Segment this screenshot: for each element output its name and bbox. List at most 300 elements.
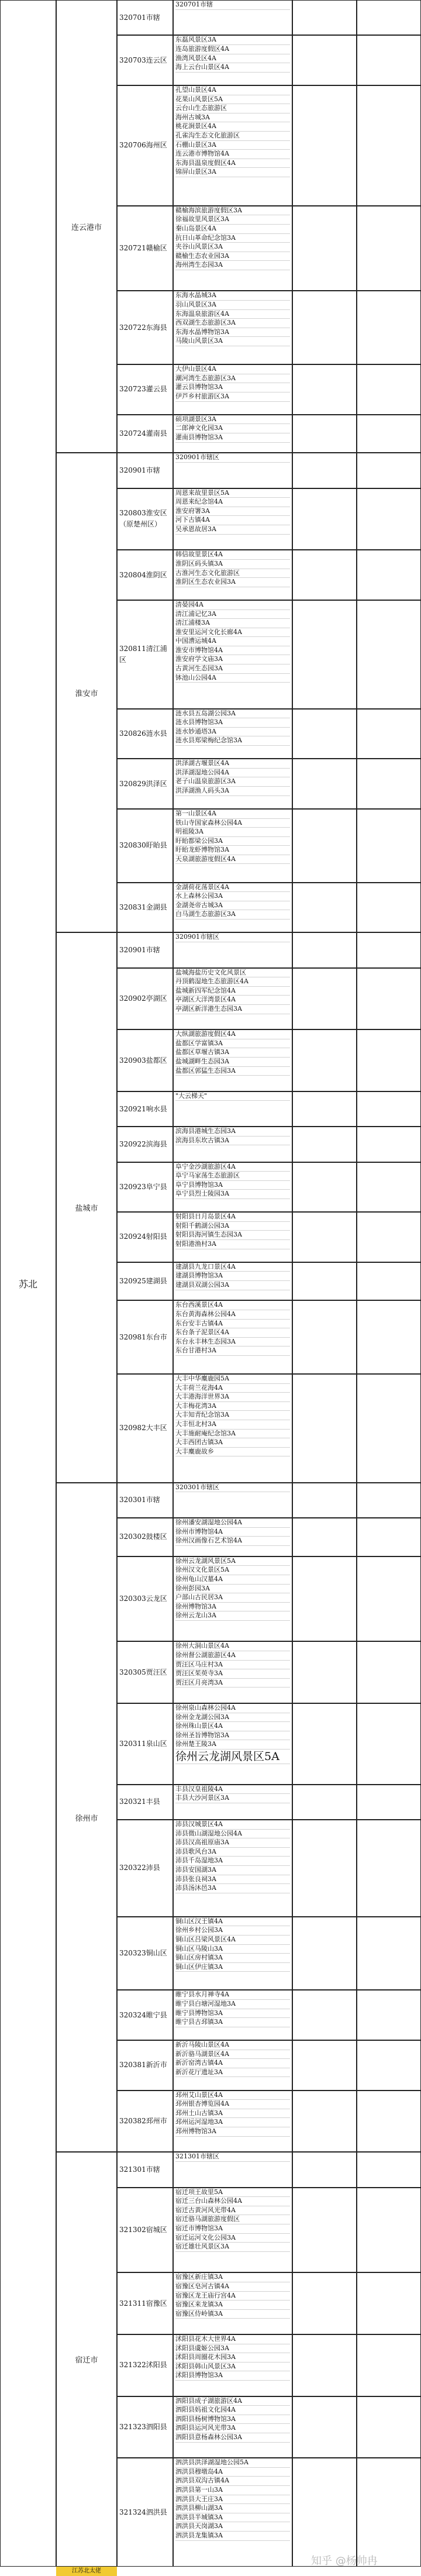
scenic-item: 天泉湖旅游度假区4A bbox=[175, 855, 290, 865]
scenic-list-cell bbox=[173, 1556, 292, 1642]
empty-cell bbox=[357, 1127, 421, 1162]
empty-cell bbox=[292, 968, 357, 1030]
empty-cell bbox=[292, 2396, 357, 2458]
district-name: 320303云龙区 bbox=[119, 1594, 167, 1603]
empty-cell bbox=[292, 2272, 357, 2334]
district-cell bbox=[117, 600, 173, 709]
scenic-list-cell bbox=[173, 600, 292, 709]
scenic-item: 硕项湖景区3A bbox=[175, 415, 290, 425]
scenic-item: 海上云台山景区4A bbox=[175, 63, 290, 73]
district-cell bbox=[117, 1990, 173, 2040]
scenic-item: 灌云县博物馆3A bbox=[175, 383, 290, 392]
empty-cell bbox=[357, 1029, 421, 1091]
scenic-item: 淮安市博物馆4A bbox=[175, 646, 290, 656]
scenic-list-cell bbox=[173, 1127, 292, 1162]
scenic-item: 宿豫区新庄镇3A bbox=[175, 2273, 290, 2282]
scenic-list-cell bbox=[173, 1091, 292, 1127]
district-name: 320706海州区 bbox=[119, 141, 167, 150]
empty-cell bbox=[292, 759, 357, 809]
district-cell bbox=[117, 2188, 173, 2273]
scenic-item: 铜山区伊庄镇3A bbox=[175, 1963, 290, 1972]
scenic-item: 盐城湖畔生态园3A bbox=[175, 1058, 290, 1067]
district-name: 320921响水县 bbox=[119, 1104, 167, 1113]
scenic-item: 夹谷山风景区3A bbox=[175, 243, 290, 252]
district-name: 320901市辖 bbox=[119, 466, 160, 474]
district-name: 320301市辖 bbox=[119, 1496, 160, 1504]
empty-cell bbox=[357, 2334, 421, 2396]
scenic-item: 铁山寺国家森林公园4A bbox=[175, 819, 290, 828]
scenic-item: 泗阳县妈祖文化园4A bbox=[175, 2406, 290, 2415]
city-name: 淮安市 bbox=[75, 689, 98, 698]
scenic-list-cell bbox=[173, 488, 292, 550]
scenic-item: 徐州云龙湖风景区5A bbox=[175, 1750, 290, 1764]
scenic-item: 宿迁市博物馆3A bbox=[175, 2224, 290, 2234]
scenic-item: 睢宁县古邳镇3A bbox=[175, 2018, 290, 2027]
empty-cell bbox=[357, 1374, 421, 1483]
district-cell bbox=[117, 453, 173, 488]
scenic-list-cell bbox=[173, 1703, 292, 1785]
empty-cell bbox=[357, 206, 421, 291]
scenic-list-cell bbox=[173, 2458, 292, 2567]
scenic-list-cell bbox=[173, 1212, 292, 1262]
district-name: 320311泉山区 bbox=[119, 1739, 167, 1748]
empty-cell bbox=[357, 1300, 421, 1374]
scenic-item: 清晏园4A bbox=[175, 601, 290, 610]
empty-cell bbox=[292, 809, 357, 883]
province-cell bbox=[0, 0, 56, 2567]
scenic-item: 古淮河生态文化旅游区 bbox=[175, 569, 290, 578]
empty-cell bbox=[292, 550, 357, 600]
district-name: 320925建湖县 bbox=[119, 1277, 167, 1286]
scenic-item: 宿迁运河文化公园3A bbox=[175, 2234, 290, 2243]
district-cell bbox=[117, 709, 173, 759]
scenic-item: 沛县汉城景区4A bbox=[175, 1820, 290, 1830]
scenic-item: 大纵湖旅游度假区4A bbox=[175, 1030, 290, 1039]
district-name: 320723灌云县 bbox=[119, 385, 167, 394]
empty-cell bbox=[292, 1518, 357, 1556]
scenic-item: 321301市辖区 bbox=[175, 2153, 290, 2162]
scenic-item: 赣榆海滨旅游度假区3A bbox=[175, 206, 290, 216]
district-name: 320811清江浦区 bbox=[119, 644, 167, 664]
scenic-item: 宿豫区来龙镇3A bbox=[175, 2301, 290, 2310]
scenic-item: 东台安丰古镇4A bbox=[175, 1320, 290, 1329]
district-cell bbox=[117, 759, 173, 809]
scenic-item: 宿豫区龙王庙行宫4A bbox=[175, 2292, 290, 2301]
scenic-item: 贾汪区茱萸寺3A bbox=[175, 1669, 290, 1679]
district-name: 321324泗洪县 bbox=[119, 2508, 167, 2516]
scenic-list-cell bbox=[173, 809, 292, 883]
scenic-item: 泗洪县天岗湖3A bbox=[175, 2522, 290, 2532]
empty-cell bbox=[292, 2040, 357, 2091]
district-name: 321311宿豫区 bbox=[119, 2299, 167, 2308]
scenic-item: 中国漕运城4A bbox=[175, 637, 290, 646]
district-cell bbox=[117, 1212, 173, 1262]
district-name: 320323铜山区 bbox=[119, 1949, 167, 1958]
scenic-list-cell bbox=[173, 1483, 292, 1518]
district-cell bbox=[117, 883, 173, 933]
empty-cell bbox=[357, 35, 421, 85]
district-cell bbox=[117, 2040, 173, 2091]
scenic-item: 大丰中华麋鹿园5A bbox=[175, 1375, 290, 1384]
scenic-item: 白马湖生态旅游区3A bbox=[175, 910, 290, 919]
scenic-item: 孔望山景区4A bbox=[175, 86, 290, 95]
scenic-item: 贾汪区马庄村3A bbox=[175, 1661, 290, 1670]
scenic-item: 徐州潘安湖湿地公园4A bbox=[175, 1518, 290, 1528]
scenic-item: 新沂窑湾古镇4A bbox=[175, 2059, 290, 2068]
district-name: 320923阜宁县 bbox=[119, 1182, 167, 1191]
empty-cell bbox=[357, 0, 421, 35]
scenic-item: 盐城海盐历史文化风景区 bbox=[175, 969, 290, 978]
district-cell bbox=[117, 1556, 173, 1642]
district-cell bbox=[117, 488, 173, 550]
city-name: 徐州市 bbox=[75, 1814, 98, 1823]
scenic-item: 金湖荷花荡景区4A bbox=[175, 883, 290, 893]
empty-cell bbox=[357, 809, 421, 883]
district-name: 320305贾汪区 bbox=[119, 1668, 167, 1676]
scenic-item: 新沂骆马湖景区4A bbox=[175, 2050, 290, 2060]
scenic-list-cell bbox=[173, 1917, 292, 1990]
scenic-item: 海州湾生态园3A bbox=[175, 261, 290, 270]
district-cell bbox=[117, 1374, 173, 1483]
scenic-item: 孔雀沟生态文化旅游区 bbox=[175, 132, 290, 141]
district-name: 321322沭阳县 bbox=[119, 2361, 167, 2370]
scenic-item: 沛县汉高祖原庙3A bbox=[175, 1838, 290, 1848]
scenic-item: 涟水县五岛湖公园3A bbox=[175, 710, 290, 719]
scenic-item: 丹顶鹤湿地生态旅游区4A bbox=[175, 977, 290, 987]
scenic-item: 丰县大沙河景区3A bbox=[175, 1794, 290, 1803]
scenic-item: 铜山区汉王镇4A bbox=[175, 1917, 290, 1927]
empty-cell bbox=[292, 2091, 357, 2153]
scenic-item: 吴承恩故居3A bbox=[175, 525, 290, 535]
province-label: 苏北 bbox=[18, 1278, 37, 1290]
scenic-item: 花果山风景区5A bbox=[175, 95, 290, 105]
empty-cell bbox=[357, 364, 421, 415]
city-cell bbox=[56, 2152, 117, 2567]
scenic-item: 泗洪县洪泽湖湿地公园5A bbox=[175, 2458, 290, 2468]
district-name: 320322沛县 bbox=[119, 1864, 160, 1872]
scenic-item: 河下古镇4A bbox=[175, 516, 290, 525]
empty-cell bbox=[357, 968, 421, 1030]
scenic-item: 徐州云龙湖风景区5A bbox=[175, 1557, 290, 1566]
scenic-item: 大伊山景区4A bbox=[175, 365, 290, 374]
scenic-list-cell bbox=[173, 206, 292, 291]
scenic-item: 盐城新四军纪念馆4A bbox=[175, 987, 290, 996]
empty-cell bbox=[292, 35, 357, 85]
district-cell bbox=[117, 1029, 173, 1091]
district-cell bbox=[117, 2458, 173, 2567]
district-name: 320830盱眙县 bbox=[119, 841, 167, 850]
scenic-list-cell bbox=[173, 1029, 292, 1091]
scenic-item: 亭湖区大洋湾景区4A bbox=[175, 996, 290, 1005]
scenic-list-cell bbox=[173, 2040, 292, 2091]
scenic-item: 马陵山风景区3A bbox=[175, 337, 290, 346]
scenic-item: 第一山景区4A bbox=[175, 810, 290, 819]
scenic-item: 灌南县博物馆3A bbox=[175, 433, 290, 443]
scenic-item: 阜宁县博物馆3A bbox=[175, 1181, 290, 1190]
scenic-item: 徐州圣旨博物馆3A bbox=[175, 1731, 290, 1741]
scenic-item: 东台西溪景区4A bbox=[175, 1301, 290, 1310]
footer-tag: 江苏北太佬 bbox=[72, 2568, 101, 2574]
district-cell bbox=[117, 206, 173, 291]
district-cell bbox=[117, 1300, 173, 1374]
scenic-item: 盐都区草堰古镇3A bbox=[175, 1048, 290, 1058]
empty-cell bbox=[357, 2458, 421, 2567]
district-name: 320703连云区 bbox=[119, 56, 167, 64]
district-name: 320831金湖县 bbox=[119, 903, 167, 911]
scenic-item: 铜山区房村镇3A bbox=[175, 1954, 290, 1963]
empty-cell bbox=[357, 1518, 421, 1556]
scenic-item: 大丰知青纪念馆3A bbox=[175, 1411, 290, 1420]
scenic-list-cell bbox=[173, 85, 292, 206]
scenic-item: 贾汪区月亮湾3A bbox=[175, 1679, 290, 1688]
district-name: 320722东海县 bbox=[119, 323, 167, 332]
district-name: 320382邳州市 bbox=[119, 2116, 167, 2125]
scenic-item: 明祖陵3A bbox=[175, 828, 290, 837]
scenic-item: 滨海县东坎古镇3A bbox=[175, 1137, 290, 1146]
scenic-item: 射阳县海河镇生态园3A bbox=[175, 1231, 290, 1240]
empty-cell bbox=[357, 1091, 421, 1127]
scenic-list-cell bbox=[173, 1518, 292, 1556]
scenic-item: "大云梯天" bbox=[175, 1092, 290, 1101]
scenic-item: 户部山古民居3A bbox=[175, 1593, 290, 1603]
empty-cell bbox=[357, 2272, 421, 2334]
sheet-tab-footer[interactable] bbox=[56, 2567, 117, 2576]
scenic-item: 桃花涧景区4A bbox=[175, 122, 290, 132]
scenic-item: 羽山风景区3A bbox=[175, 301, 290, 310]
district-name: 320724灌南县 bbox=[119, 429, 167, 438]
scenic-item: 泗洪县半城镇3A bbox=[175, 2513, 290, 2523]
empty-cell bbox=[292, 600, 357, 709]
scenic-item: 宿豫区侍岭镇3A bbox=[175, 2310, 290, 2319]
district-cell bbox=[117, 1703, 173, 1785]
scenic-item: 锦屏山景区3A bbox=[175, 168, 290, 177]
scenic-item: 徐州大洞山景区4A bbox=[175, 1642, 290, 1651]
empty-cell bbox=[357, 2091, 421, 2153]
empty-cell bbox=[292, 2458, 357, 2567]
scenic-list-cell bbox=[173, 453, 292, 488]
district-cell bbox=[117, 85, 173, 206]
scenic-item: 钵池山公园4A bbox=[175, 674, 290, 683]
empty-cell bbox=[357, 1917, 421, 1990]
scenic-item: 盱眙都梁公园3A bbox=[175, 837, 290, 846]
scenic-item: 徐州泉山森林公园4A bbox=[175, 1704, 290, 1713]
scenic-item: 石棚山景区3A bbox=[175, 141, 290, 150]
scenic-list-cell bbox=[173, 1374, 292, 1483]
empty-cell bbox=[357, 1641, 421, 1703]
scenic-item: 丰县汉皇祖陵4A bbox=[175, 1785, 290, 1795]
empty-cell bbox=[292, 453, 357, 488]
district-name: 320922滨海县 bbox=[119, 1139, 167, 1148]
empty-cell bbox=[357, 550, 421, 600]
empty-cell bbox=[357, 1212, 421, 1262]
district-cell bbox=[117, 2272, 173, 2334]
scenic-item: 阜宁马家荡生态旅游区 bbox=[175, 1172, 290, 1181]
scenic-item: 铜山区吕梁风景区4A bbox=[175, 1936, 290, 1945]
scenic-list-cell bbox=[173, 2396, 292, 2458]
empty-cell bbox=[357, 453, 421, 488]
district-name: 321323泗阳县 bbox=[119, 2422, 167, 2431]
scenic-item: 洪泽湖古堰景区4A bbox=[175, 759, 290, 769]
scenic-item: 铜山区马陵山3A bbox=[175, 1945, 290, 1954]
scenic-list-cell bbox=[173, 291, 292, 364]
empty-cell bbox=[292, 1483, 357, 1518]
scenic-item: 徐州楚王陵3A bbox=[175, 1740, 290, 1750]
empty-cell bbox=[292, 1374, 357, 1483]
scenic-item: 东台黄海森林公园4A bbox=[175, 1310, 290, 1320]
scenic-item: 大丰港海洋世界3A bbox=[175, 1393, 290, 1402]
empty-cell bbox=[292, 1091, 357, 1127]
scenic-item: 涟水县博物馆3A bbox=[175, 718, 290, 728]
empty-cell bbox=[357, 2396, 421, 2458]
scenic-item: 连岛旅游度假区4A bbox=[175, 45, 290, 54]
empty-cell bbox=[292, 2334, 357, 2396]
scenic-item: 泗洪县第一山3A bbox=[175, 2486, 290, 2495]
scenic-item: 淮阴区生态农业园3A bbox=[175, 578, 290, 587]
empty-cell bbox=[292, 932, 357, 967]
scenic-item: 320901市辖区 bbox=[175, 933, 290, 942]
scenic-item: 沭阳县虞姬公园3A bbox=[175, 2344, 290, 2354]
district-name: 320829洪泽区 bbox=[119, 779, 167, 788]
district-cell bbox=[117, 1641, 173, 1703]
district-cell bbox=[117, 2152, 173, 2187]
scenic-item: 320701市辖 bbox=[175, 1, 290, 10]
empty-cell bbox=[357, 1703, 421, 1785]
scenic-item: 西双湖生态旅游区3A bbox=[175, 319, 290, 328]
empty-cell bbox=[357, 2152, 421, 2187]
scenic-list-cell bbox=[173, 1785, 292, 1820]
city-name: 宿迁市 bbox=[75, 2356, 98, 2365]
scenic-item: 洪泽湖湿地公园4A bbox=[175, 769, 290, 778]
empty-cell bbox=[292, 364, 357, 415]
scenic-list-cell bbox=[173, 759, 292, 809]
scenic-item: 沭阳县博物馆3A bbox=[175, 2371, 290, 2381]
scenic-item: 大丰恒北村3A bbox=[175, 1420, 290, 1430]
empty-cell bbox=[292, 291, 357, 364]
scenic-item: 320901市辖区 bbox=[175, 453, 290, 463]
scenic-item: 徐福故里风景区3A bbox=[175, 215, 290, 225]
scenic-item: 东台条子泥景区4A bbox=[175, 1328, 290, 1338]
scenic-item: 赣榆生态农业园3A bbox=[175, 252, 290, 261]
scenic-list-cell bbox=[173, 2334, 292, 2396]
empty-cell bbox=[357, 488, 421, 550]
city-name: 盐城市 bbox=[75, 1204, 98, 1213]
scenic-item: 淮阴区码头镇3A bbox=[175, 560, 290, 569]
scenic-item: 睢宁县博物馆3A bbox=[175, 2009, 290, 2019]
scenic-item: 睢宁县白塘河湿地3A bbox=[175, 2000, 290, 2009]
district-cell bbox=[117, 0, 173, 35]
scenic-list-cell bbox=[173, 932, 292, 967]
scenic-item: 宿迁古黄河风光带4A bbox=[175, 2206, 290, 2216]
scenic-item: 阜宁金沙湖旅游区4A bbox=[175, 1163, 290, 1172]
scenic-list-cell bbox=[173, 709, 292, 759]
empty-cell bbox=[357, 709, 421, 759]
district-cell bbox=[117, 2334, 173, 2396]
scenic-item: 老子山温泉旅游区3A bbox=[175, 777, 290, 787]
scenic-item: 宿迁骆马湖旅游度假区 bbox=[175, 2215, 290, 2224]
scenic-item: 徐州珠山景区4A bbox=[175, 1722, 290, 1731]
district-name: 320381新沂市 bbox=[119, 2061, 167, 2069]
district-name: 320982大丰区 bbox=[119, 1424, 167, 1432]
scenic-item: 泗洪县大王庄3A bbox=[175, 2495, 290, 2505]
district-cell bbox=[117, 1917, 173, 1990]
scenic-item: 大丰麋鹿故乡 bbox=[175, 1448, 290, 1457]
empty-cell bbox=[292, 883, 357, 933]
scenic-item: 射阳千鹤湖公园3A bbox=[175, 1222, 290, 1231]
district-cell bbox=[117, 291, 173, 364]
scenic-item: 抗日山革命纪念馆3A bbox=[175, 234, 290, 243]
district-cell bbox=[117, 550, 173, 600]
scenic-item: 泗阳县杨树博物馆3A bbox=[175, 2415, 290, 2425]
district-cell bbox=[117, 364, 173, 415]
scenic-item: 泗洪县穆墩岛4A bbox=[175, 2468, 290, 2477]
scenic-list-cell bbox=[173, 1641, 292, 1703]
empty-cell bbox=[357, 2188, 421, 2273]
scenic-item: 宿迁三台山森林公园4A bbox=[175, 2197, 290, 2206]
empty-cell bbox=[357, 85, 421, 206]
scenic-item: 沭阳县韩山风景区3A bbox=[175, 2363, 290, 2372]
scenic-item: 海州古城3A bbox=[175, 113, 290, 123]
empty-cell bbox=[292, 1029, 357, 1091]
scenic-item: 泗阳县运河风光带3A bbox=[175, 2424, 290, 2433]
scenic-item: 沛县歌风台3A bbox=[175, 1848, 290, 1857]
scenic-item: 潮河湾生态旅游区3A bbox=[175, 374, 290, 384]
scenic-item: 二郎神文化园3A bbox=[175, 424, 290, 433]
scenic-item: 金湖尧帝古城3A bbox=[175, 901, 290, 911]
scenic-list-cell bbox=[173, 1820, 292, 1917]
scenic-item: 沛县汤沐邑3A bbox=[175, 1884, 290, 1893]
scenic-item: 宿迁雄壮风景区3A bbox=[175, 2243, 290, 2252]
empty-cell bbox=[292, 1212, 357, 1262]
empty-cell bbox=[292, 0, 357, 35]
scenic-list-cell bbox=[173, 1262, 292, 1301]
district-name: 320901市辖 bbox=[119, 945, 160, 954]
scenic-list-cell bbox=[173, 364, 292, 415]
scenic-item: 320301市辖区 bbox=[175, 1483, 290, 1493]
scenic-item: 大丰西团古镇3A bbox=[175, 1438, 290, 1448]
scenic-list-cell bbox=[173, 2091, 292, 2153]
scenic-item: 东台甘港村3A bbox=[175, 1346, 290, 1356]
scenic-item: 周恩来纪念馆4A bbox=[175, 498, 290, 507]
scenic-item: 东磊风景区3A bbox=[175, 36, 290, 45]
scenic-item: 清江浦记忆3A bbox=[175, 610, 290, 619]
empty-cell bbox=[292, 85, 357, 206]
district-cell bbox=[117, 1820, 173, 1917]
city-name: 连云港市 bbox=[71, 223, 102, 232]
scenic-item: 徐州汉文化景区5A bbox=[175, 1566, 290, 1575]
empty-cell bbox=[357, 883, 421, 933]
scenic-list-cell bbox=[173, 883, 292, 933]
empty-cell bbox=[292, 1785, 357, 1820]
district-cell bbox=[117, 1162, 173, 1213]
scenic-item: 沭阳县花木大世界4A bbox=[175, 2335, 290, 2344]
scenic-item: 盱眙龙虾博物馆3A bbox=[175, 846, 290, 855]
district-cell bbox=[117, 1518, 173, 1556]
scenic-item: 徐州金龙湖公园3A bbox=[175, 1713, 290, 1723]
scenic-item: 泗阳县意杨森林公园3A bbox=[175, 2433, 290, 2443]
scenic-item: 邳州银杏博览园4A bbox=[175, 2100, 290, 2109]
empty-cell bbox=[292, 1703, 357, 1785]
scenic-item: 沛县安国湖3A bbox=[175, 1866, 290, 1875]
scenic-item: 邳州运河湿地3A bbox=[175, 2118, 290, 2127]
scenic-item: 淮安府署3A bbox=[175, 507, 290, 516]
scenic-item: 阜宁县烈士陵园3A bbox=[175, 1190, 290, 1199]
empty-cell bbox=[357, 932, 421, 967]
scenic-item: 徐州彭园3A bbox=[175, 1585, 290, 1594]
district-cell bbox=[117, 1262, 173, 1301]
scenic-item: 东台永丰林生态园3A bbox=[175, 1338, 290, 1347]
scenic-item: 盐都区学富镇3A bbox=[175, 1039, 290, 1049]
empty-cell bbox=[292, 1917, 357, 1990]
